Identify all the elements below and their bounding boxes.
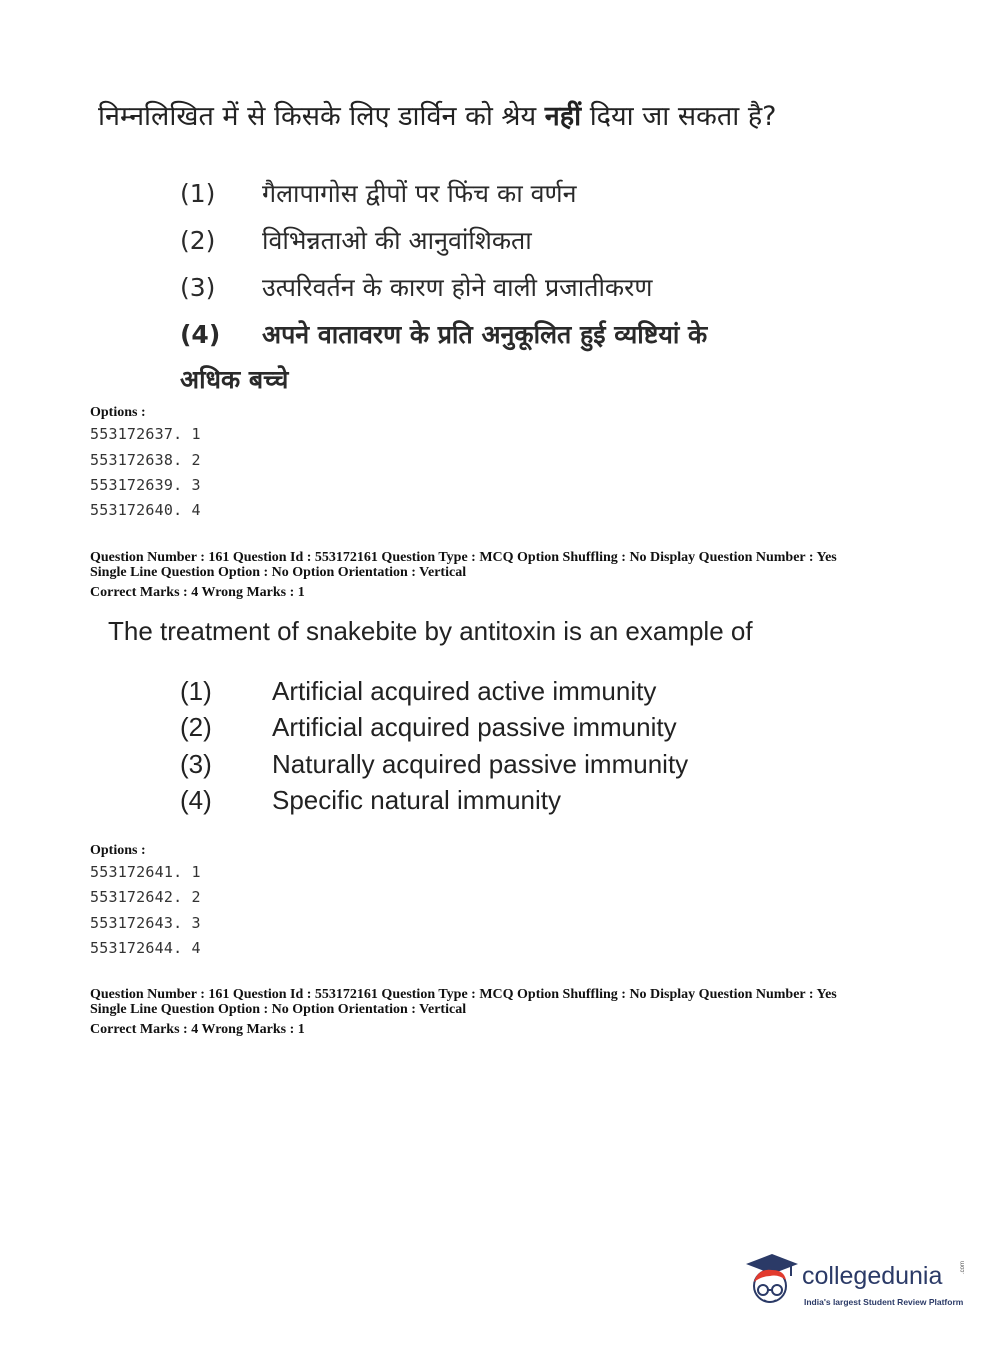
option-id: 553172639. 3 bbox=[90, 476, 201, 494]
option-id: 553172638. 2 bbox=[90, 451, 201, 469]
marks-line: Correct Marks : 4 Wrong Marks : 1 bbox=[90, 1022, 305, 1037]
question-meta-line: Question Number : 161 Question Id : 553172161 Question Type : MCQ Option Shuffling : No Display Question Number : Yes bbox=[90, 987, 837, 1002]
options-label-2: Options : bbox=[90, 843, 146, 858]
collegedunia-logo bbox=[742, 1250, 972, 1314]
marks-line: Correct Marks : 4 Wrong Marks : 1 bbox=[90, 585, 305, 600]
option-id: 553172641. 1 bbox=[90, 863, 201, 881]
options-label-1: Options : bbox=[90, 405, 146, 420]
question-1-choice-4: (4) अपने वातावरण के प्रति अनुकूलित हुई व्यष्टियां के bbox=[180, 320, 708, 349]
option-id: 553172644. 4 bbox=[90, 939, 201, 957]
question-2-choice-3: (3) Naturally acquired passive immunity bbox=[180, 749, 689, 779]
option-id: 553172640. 4 bbox=[90, 501, 201, 519]
question-2-text: The treatment of snakebite by antitoxin is an example of bbox=[108, 616, 753, 646]
question-meta-line: Question Number : 161 Question Id : 553172161 Question Type : MCQ Option Shuffling : No Display Question Number : Yes bbox=[90, 550, 837, 565]
question-1-choice-2: (2) विभिन्नताओ की आनुवांशिकता bbox=[180, 226, 532, 255]
logo-wordmark: collegedunia bbox=[802, 1262, 943, 1290]
option-id: 553172637. 1 bbox=[90, 425, 201, 443]
question-1-text: निम्नलिखित में से किसके लिए डार्विन को श्रेय नहीं दिया जा सकता है? bbox=[98, 101, 777, 132]
question-meta-line: Single Line Question Option : No Option Orientation : Vertical bbox=[90, 565, 467, 580]
question-1-choice-3: (3) उत्परिवर्तन के कारण होने वाली प्रजातीकरण bbox=[180, 273, 653, 302]
question-1-choice-1: (1) गैलापागोस द्वीपों पर फिंच का वर्णन bbox=[180, 179, 577, 208]
logo-tagline: India's largest Student Review Platform bbox=[804, 1297, 964, 1307]
mascot-icon bbox=[742, 1250, 804, 1314]
question-2-choice-2: (2) Artificial acquired passive immunity bbox=[180, 712, 677, 742]
question-meta-line: Single Line Question Option : No Option Orientation : Vertical bbox=[90, 1002, 467, 1017]
question-2-choice-4: (4) Specific natural immunity bbox=[180, 785, 561, 815]
option-id: 553172642. 2 bbox=[90, 888, 201, 906]
question-1-emphasis: नहीं bbox=[544, 101, 582, 132]
question-2-choice-1: (1) Artificial acquired active immunity bbox=[180, 676, 657, 706]
logo-suffix: .com bbox=[960, 1260, 966, 1274]
option-id: 553172643. 3 bbox=[90, 914, 201, 932]
question-1-choice-4-continuation: अधिक बच्चे bbox=[180, 365, 289, 394]
